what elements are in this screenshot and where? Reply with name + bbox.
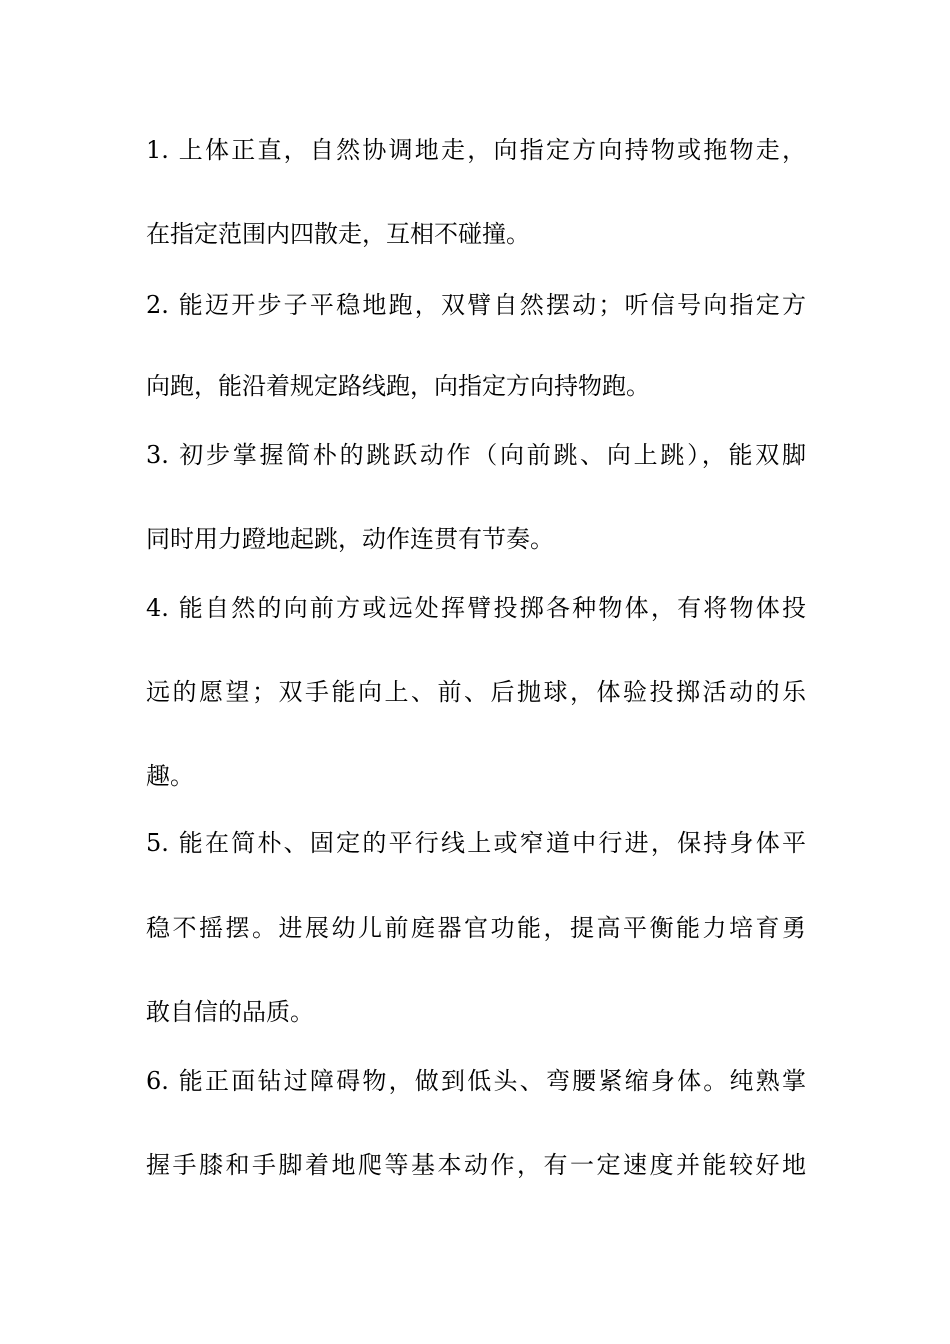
text-line-3: 2. 能迈开步子平稳地跑，双臂自然摆动；听信号向指定方 <box>146 291 806 319</box>
text-line-2: 在指定范围内四散走，互相不碰撞。 <box>146 220 530 248</box>
text-line-1: 1. 上体正直，自然协调地走，向指定方向持物或拖物走， <box>146 136 806 164</box>
text-line-6: 同时用力蹬地起跳，动作连贯有节奏。 <box>146 525 554 553</box>
text-line-11: 稳不摇摆。进展幼儿前庭器官功能，提高平衡能力培育勇 <box>146 914 806 942</box>
text-line-5: 3. 初步掌握简朴的跳跃动作（向前跳、向上跳），能双脚 <box>146 441 806 469</box>
text-line-13: 6. 能正面钻过障碍物，做到低头、弯腰紧缩身体。纯熟掌 <box>146 1067 806 1095</box>
text-line-8: 远的愿望；双手能向上、前、后抛球，体验投掷活动的乐 <box>146 678 806 706</box>
text-line-7: 4. 能自然的向前方或远处挥臂投掷各种物体，有将物体投 <box>146 594 806 622</box>
text-line-4: 向跑，能沿着规定路线跑，向指定方向持物跑。 <box>146 372 650 400</box>
text-line-12: 敢自信的品质。 <box>146 998 314 1026</box>
text-line-14: 握手膝和手脚着地爬等基本动作，有一定速度并能较好地 <box>146 1151 806 1179</box>
text-line-9: 趣。 <box>146 762 194 790</box>
text-line-10: 5. 能在简朴、固定的平行线上或窄道中行进，保持身体平 <box>146 829 806 857</box>
